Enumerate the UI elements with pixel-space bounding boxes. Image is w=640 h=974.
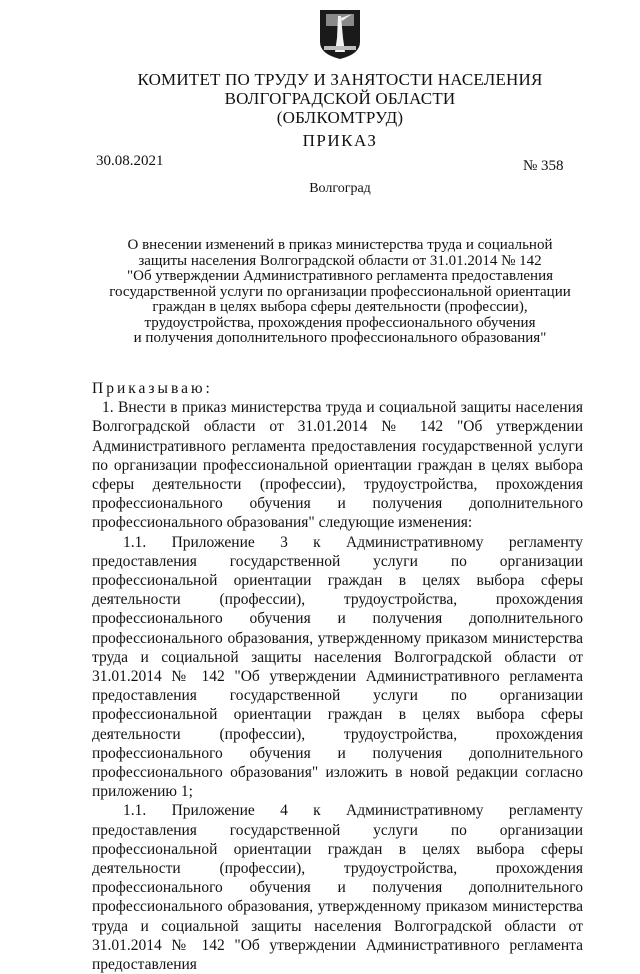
paragraph-1-2: 1.1. Приложение 4 к Административному регламенту предоставления государственной услуги по организации профессиональной ориентации граждан в целях выбора сферы деятельности (профессии), трудоустройства, прохождения профессионального обучения и получения дополнительного профессионального образования, утвержденному приказом министерства труда и социальной защиты населения Волгоградской области от 31.01.2014 № 142 "Об утверждении Административного регламента предоставления [92,802,583,974]
coat-of-arms-emblem-icon [318,8,362,60]
org-name-line3: (ОБЛКОМТРУД) [276,108,404,127]
paragraph-1: 1. Внести в приказ министерства труда и социальной защиты населения Волгоградской области от 31.01.2014 № 142 "Об утверждении Административного регламента предоставления государственной услуги по организации профессиональной ориентации граждан в целях выбора сферы деятельности (профессии), трудоустройства, прохождения профессионального обучения и получения дополнительного профессионального образования" следующие изменения: [92,399,583,532]
title-line: государственной услуги по организации профессиональной ориентации [109,283,571,300]
document-date: 30.08.2021 [96,153,164,169]
document-title [0,238,640,347]
title-line: "Об утверждении Административного регламента предоставления [127,268,553,284]
document-body [92,379,583,974]
title-line: О внесении изменений в приказ министерства труда и социальной [127,237,553,253]
paragraph-1-1: 1.1. Приложение 3 к Административному регламенту предоставления государственной услуги по организации профессиональной ориентации граждан в целях выбора сферы деятельности (профессии), трудоустройства, прохождения профессионального обучения и получения дополнительного профессионального образования, утвержденному приказом министерства труда и социальной защиты населения Волгоградской области от 31.01.2014 № 142 "Об утверждении Административного регламента предоставления государственной услуги по организации профессиональной ориентации граждан в целях выбора сферы деятельности (профессии), трудоустройства, прохождения профессионального обучения и получения дополнительного профессионального образования" изложить в новой редакции согласно приложению 1; [92,533,583,801]
document-city: Волгоград [309,181,371,196]
org-name-line1: КОМИТЕТ ПО ТРУДУ И ЗАНЯТОСТИ НАСЕЛЕНИЯ [137,70,543,89]
document-type: ПРИКАЗ [302,131,378,150]
title-line: защиты населения Волгоградской области от 31.01.2014 № 142 [138,252,542,269]
org-name-line2: ВОЛГОГРАДСКОЙ ОБЛАСТИ [224,89,456,108]
order-keyword: Приказываю: [92,380,213,397]
title-line: трудоустройства, прохождения профессионального обучения [144,314,536,331]
document-number: № 358 [523,158,564,174]
title-line: и получения дополнительного профессионального образования" [133,330,547,346]
title-line: граждан в целях выбора сферы деятельности (профессии), [152,299,528,315]
